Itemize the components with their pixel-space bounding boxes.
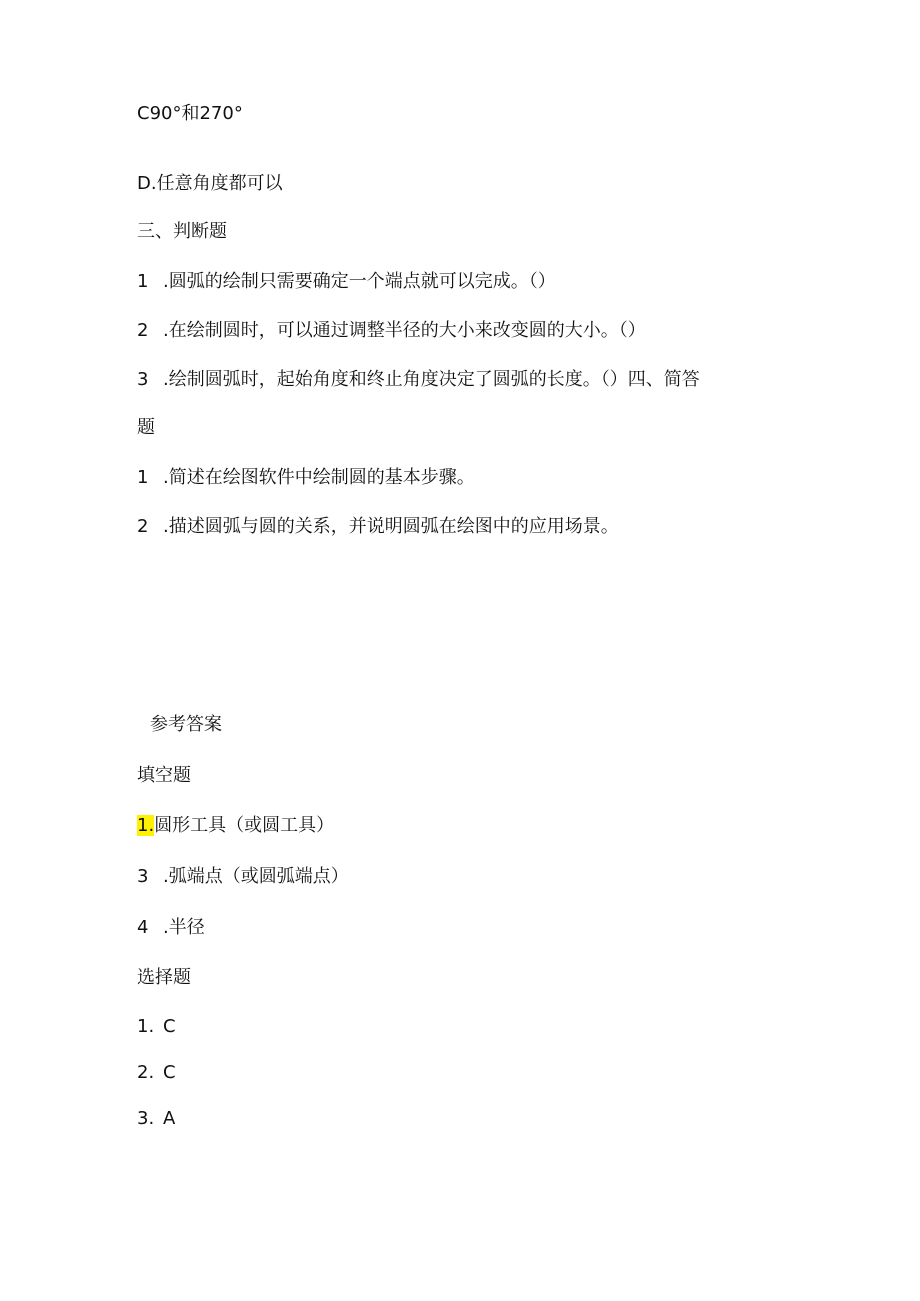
section-heading-choice: 选择题 xyxy=(137,967,191,988)
item-number: 1 xyxy=(137,467,149,488)
judgment-item-2 xyxy=(137,319,646,343)
choice-option-c: C90°和270° xyxy=(137,103,243,124)
item-text: .弧端点（或圆弧端点） xyxy=(163,866,349,887)
fill-answer-1 xyxy=(137,814,334,838)
item-number: 4 xyxy=(137,917,149,938)
short-answer-item-1 xyxy=(137,466,475,490)
item-text: .简述在绘图软件中绘制圆的基本步骤。 xyxy=(163,467,475,488)
item-text: 圆形工具（或圆工具） xyxy=(154,815,335,836)
choice-answer-1 xyxy=(137,1015,176,1039)
choice-option-d: D.任意角度都可以 xyxy=(137,173,283,194)
item-number: 3 xyxy=(137,866,149,887)
item-number: 1. xyxy=(137,1016,155,1037)
item-text: .绘制圆弧时，起始角度和终止角度决定了圆弧的长度。（）四、简答 xyxy=(163,369,700,390)
choice-answer-3 xyxy=(137,1107,175,1131)
item-text: .在绘制圆时，可以通过调整半径的大小来改变圆的大小。（） xyxy=(163,320,646,341)
item-number: 2. xyxy=(137,1062,155,1083)
item-number: 1 xyxy=(137,271,149,292)
item-text: C xyxy=(163,1062,176,1083)
fill-answer-4 xyxy=(137,916,205,940)
item-text: .半径 xyxy=(163,917,205,938)
choice-answer-2 xyxy=(137,1061,176,1085)
judgment-item-1 xyxy=(137,270,556,294)
item-number: 2 xyxy=(137,320,149,341)
section-heading-judgment: 三、判断题 xyxy=(137,221,227,242)
item-text: .描述圆弧与圆的关系，并说明圆弧在绘图中的应用场景。 xyxy=(163,516,619,537)
item-number: 2 xyxy=(137,516,149,537)
fill-answer-3 xyxy=(137,865,349,889)
section-heading-fill-blank: 填空题 xyxy=(137,765,191,786)
item-number-highlighted: 1. xyxy=(137,815,155,836)
item-text: A xyxy=(163,1108,176,1129)
short-answer-item-2 xyxy=(137,515,619,539)
item-number: 3 xyxy=(137,369,149,390)
answers-title: 参考答案 xyxy=(150,714,222,735)
item-text: C xyxy=(163,1016,176,1037)
judgment-item-3 xyxy=(137,368,700,392)
item-text: .圆弧的绘制只需要确定一个端点就可以完成。（） xyxy=(163,271,556,292)
item-number: 3. xyxy=(137,1108,155,1129)
judgment-item-3-wrap: 题 xyxy=(137,417,155,438)
